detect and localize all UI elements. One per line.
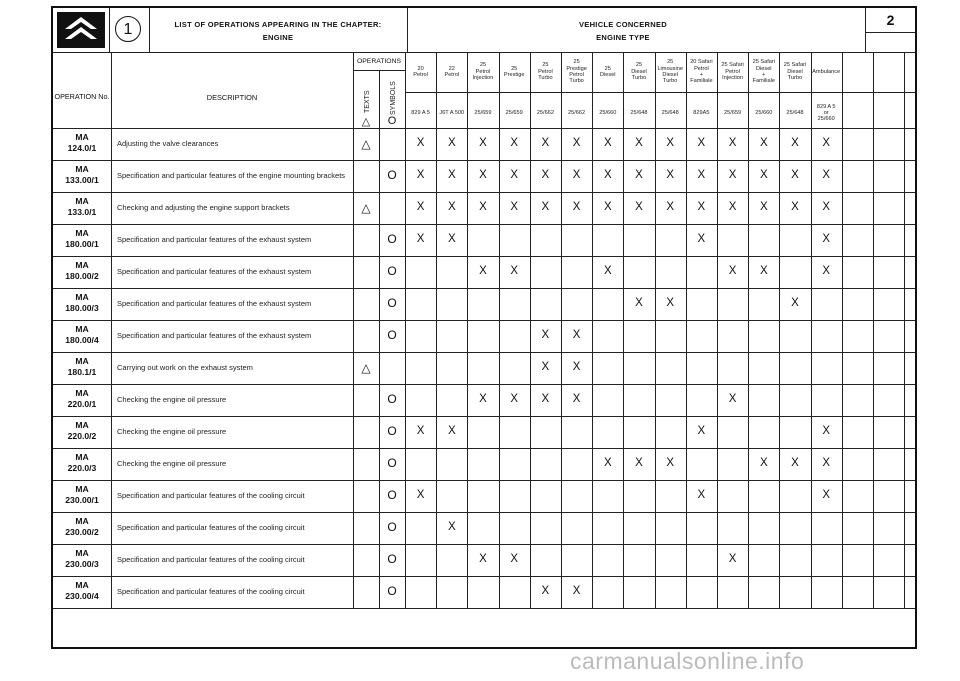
x-mark: X [603,201,612,213]
x-mark: X [510,169,519,181]
grid-line [353,52,354,608]
operation-description: Specification and particular features of the exhaust system [117,235,312,244]
x-mark: X [479,393,487,405]
texts-header: TEXTS [364,90,371,113]
grid-line [467,52,468,608]
grid-line [592,52,593,608]
x-mark: X [603,457,612,469]
operation-description: Specification and particular features of the exhaust system [117,331,312,340]
operation-number: MA 230.00/1 [65,484,99,505]
vehicle-name: 25 Limousine Diesel Turbo [657,59,683,85]
x-mark: X [603,265,612,277]
x-mark: X [541,361,550,373]
symbol-symbol: O [387,168,397,182]
operation-description: Specification and particular features of the cooling circuit [117,587,305,596]
text-symbol: △ [361,137,371,151]
x-mark: X [603,169,612,181]
x-mark: X [759,169,768,181]
vehicle-engine-code: 25/659 [724,110,742,116]
row-divider [53,544,915,545]
vehicle-engine-code: 25/662 [568,110,586,116]
x-mark: X [822,137,831,149]
x-mark: X [728,265,737,277]
symbol-symbol: O [387,488,397,502]
operation-description: Specification and particular features of the exhaust system [117,267,312,276]
vehicle-engine-code: 25/648 [661,110,679,116]
symbol-symbol: O [387,520,397,534]
x-mark: X [447,425,456,437]
x-mark: X [635,201,643,213]
operation-number: MA 180.00/2 [65,260,99,281]
vehicle-engine-code: 25/659 [505,110,523,116]
symbol-symbol: O [387,296,397,310]
operation-number: MA 133.0/1 [67,196,97,217]
operation-description: Specification and particular features of the cooling circuit [117,491,305,500]
row-divider [53,608,915,609]
operation-description: Specification and particular features of the engine mounting brackets [117,171,346,180]
symbol-symbol: O [387,456,397,470]
x-mark: X [510,201,519,213]
vehicle-name: 25 Safari Diesel + Familiale [752,59,775,85]
x-mark: X [666,137,675,149]
vehicle-name: 22 Petrol [444,65,460,78]
x-mark: X [791,137,799,149]
row-divider [53,512,915,513]
vehicle-name: 20 Safari Petrol + Familiale [690,59,713,85]
x-mark: X [666,169,675,181]
operation-number: MA 220.0/1 [67,388,97,409]
x-mark: X [479,553,487,565]
x-mark: X [541,169,550,181]
header-divider [865,32,915,33]
x-mark: X [791,457,799,469]
operation-description: Adjusting the valve clearances [117,139,219,148]
x-mark: X [541,201,550,213]
header-bottom [53,128,915,129]
vehicle-name: 25 Safari Diesel Turbo [783,62,807,82]
operation-description: Specification and particular features of the exhaust system [117,299,312,308]
header-divider [149,8,150,52]
x-mark: X [759,457,768,469]
x-mark: X [572,137,581,149]
text-symbol: △ [361,361,371,375]
x-mark: X [447,137,456,149]
x-mark: X [603,137,612,149]
x-mark: X [728,553,737,565]
x-mark: X [728,169,737,181]
x-mark: X [791,297,799,309]
operation-number: MA 180.00/4 [65,324,99,345]
row-divider [53,576,915,577]
x-mark: X [572,201,581,213]
x-mark: X [635,457,643,469]
row-divider [53,448,915,449]
header-divider [407,8,408,52]
vehicle-engine-code: 829 A 5 [411,110,430,116]
grid-line [904,52,905,608]
x-mark: X [479,137,487,149]
x-mark: X [479,201,487,213]
texts-symbol: △ [361,116,371,128]
engine-type-divider [405,92,915,93]
header-center-line1: VEHICLE CONCERNED [578,20,668,29]
operation-number: MA 180.1/1 [67,356,97,377]
x-mark: X [666,297,675,309]
operation-number: MA 180.00/1 [65,228,99,249]
operation-description: Checking the engine oil pressure [117,395,227,404]
vehicle-engine-code: 25/660 [599,110,617,116]
grid-line [405,52,406,608]
grid-line [686,52,687,608]
x-mark: X [697,489,706,501]
operation-description: Carrying out work on the exhaust system [117,363,253,372]
grid-line [873,52,874,608]
row-divider [53,320,915,321]
grid-line [111,52,112,608]
operation-number: MA 133.00/1 [65,164,99,185]
x-mark: X [447,169,456,181]
x-mark: X [697,233,706,245]
vehicle-name: 25 Diesel Turbo [631,62,647,82]
x-mark: X [416,489,425,501]
operation-number: MA 220.0/2 [67,420,97,441]
grid-line [499,52,500,608]
watermark: carmanualsonline.info [570,648,805,674]
operation-number: MA 230.00/3 [65,548,99,569]
row-divider [53,160,915,161]
grid-line [842,52,843,608]
x-mark: X [791,201,799,213]
header-divider [53,52,915,53]
vehicle-engine-code: 25/648 [630,110,648,116]
header-center-line2: ENGINE TYPE [596,33,650,42]
header-title-line2: ENGINE [262,33,294,42]
x-mark: X [572,361,581,373]
x-mark: X [510,393,519,405]
operation-number: MA 220.0/3 [67,452,97,473]
x-mark: X [635,137,643,149]
vehicle-name: 25 Petrol Injection [472,62,494,82]
operation-description: Checking the engine oil pressure [117,427,227,436]
header-title-line1: LIST OF OPERATIONS APPEARING IN THE CHAPTER: [174,20,382,29]
symbols-symbol: O [387,115,397,127]
row-divider [53,416,915,417]
operation-description: Specification and particular features of the cooling circuit [117,555,305,564]
x-mark: X [541,329,550,341]
grid-line [748,52,749,608]
vehicle-engine-code: 25/648 [786,110,804,116]
row-divider [53,224,915,225]
x-mark: X [572,169,581,181]
x-mark: X [759,137,768,149]
description-header: DESCRIPTION [206,93,258,102]
x-mark: X [572,585,581,597]
grid-line [717,52,718,608]
x-mark: X [666,201,675,213]
grid-line [655,52,656,608]
header-divider [109,8,110,52]
x-mark: X [572,329,581,341]
x-mark: X [416,169,425,181]
x-mark: X [510,137,519,149]
x-mark: X [822,265,831,277]
operation-number: MA 124.0/1 [67,132,97,153]
symbol-symbol: O [387,328,397,342]
x-mark: X [416,137,425,149]
row-divider [53,256,915,257]
symbol-symbol: O [387,264,397,278]
x-mark: X [822,201,831,213]
vehicle-name: 25 Safari Petrol Injection [721,62,744,82]
symbol-symbol: O [387,584,397,598]
symbol-symbol: O [387,392,397,406]
vehicle-engine-code: 25/662 [536,110,554,116]
operation-description: Checking the engine oil pressure [117,459,227,468]
grid-line [623,52,624,608]
x-mark: X [759,201,768,213]
row-divider [53,384,915,385]
operation-number: MA 180.00/3 [65,292,99,313]
operations-header: OPERATIONS [356,58,402,65]
x-mark: X [822,457,831,469]
x-mark: X [416,201,425,213]
operation-no-header: OPERATION No. [54,92,110,101]
x-mark: X [447,233,456,245]
vehicle-engine-code: 829 A 5 or 25/660 [816,103,836,123]
x-mark: X [447,521,456,533]
vehicle-engine-code: J6T A 500 [439,110,465,116]
vehicle-name: Ambulance [812,68,841,75]
x-mark: X [416,233,425,245]
x-mark: X [635,169,643,181]
x-mark: X [697,169,706,181]
x-mark: X [510,265,519,277]
x-mark: X [728,201,737,213]
operation-description: Checking and adjusting the engine support brackets [117,203,290,212]
grid-line [779,52,780,608]
x-mark: X [822,169,831,181]
vehicle-engine-code: 25/659 [474,110,492,116]
text-symbol: △ [361,201,371,215]
x-mark: X [541,393,550,405]
x-mark: X [697,425,706,437]
x-mark: X [697,137,706,149]
symbol-symbol: O [387,424,397,438]
row-divider [53,192,915,193]
x-mark: X [822,489,831,501]
x-mark: X [666,457,675,469]
vehicle-name: 25 Prestige Petrol Turbo [566,59,587,85]
x-mark: X [697,201,706,213]
vehicle-name: 25 Prestige [503,65,525,78]
x-mark: X [479,265,487,277]
x-mark: X [572,393,581,405]
page-number: 2 [886,12,895,28]
symbol-symbol: O [387,552,397,566]
row-divider [53,288,915,289]
operation-number: MA 230.00/4 [65,580,99,601]
x-mark: X [479,169,487,181]
x-mark: X [510,553,519,565]
grid-line [811,52,812,608]
vehicle-name: 20 Petrol [413,65,428,78]
vehicle-engine-code: 25/660 [755,110,773,116]
x-mark: X [728,137,737,149]
x-mark: X [635,297,643,309]
x-mark: X [541,137,550,149]
row-divider [53,352,915,353]
symbols-header: SYMBOLS [390,81,397,115]
x-mark: X [416,425,425,437]
x-mark: X [541,585,550,597]
chapter-badge: 1 [115,16,141,42]
x-mark: X [822,425,831,437]
operations-table-sheet [51,6,917,649]
vehicle-name: 25 Diesel [600,65,616,78]
operation-description: Specification and particular features of the cooling circuit [117,523,305,532]
x-mark: X [822,233,831,245]
operation-number: MA 230.00/2 [65,516,99,537]
row-divider [53,480,915,481]
symbol-symbol: O [387,232,397,246]
x-mark: X [791,169,799,181]
vehicle-engine-code: 829A5 [693,110,710,116]
x-mark: X [759,265,768,277]
x-mark: X [447,201,456,213]
x-mark: X [728,393,737,405]
citroen-logo-icon [57,12,105,48]
vehicle-name: 25 Petrol Turbo [538,62,553,82]
